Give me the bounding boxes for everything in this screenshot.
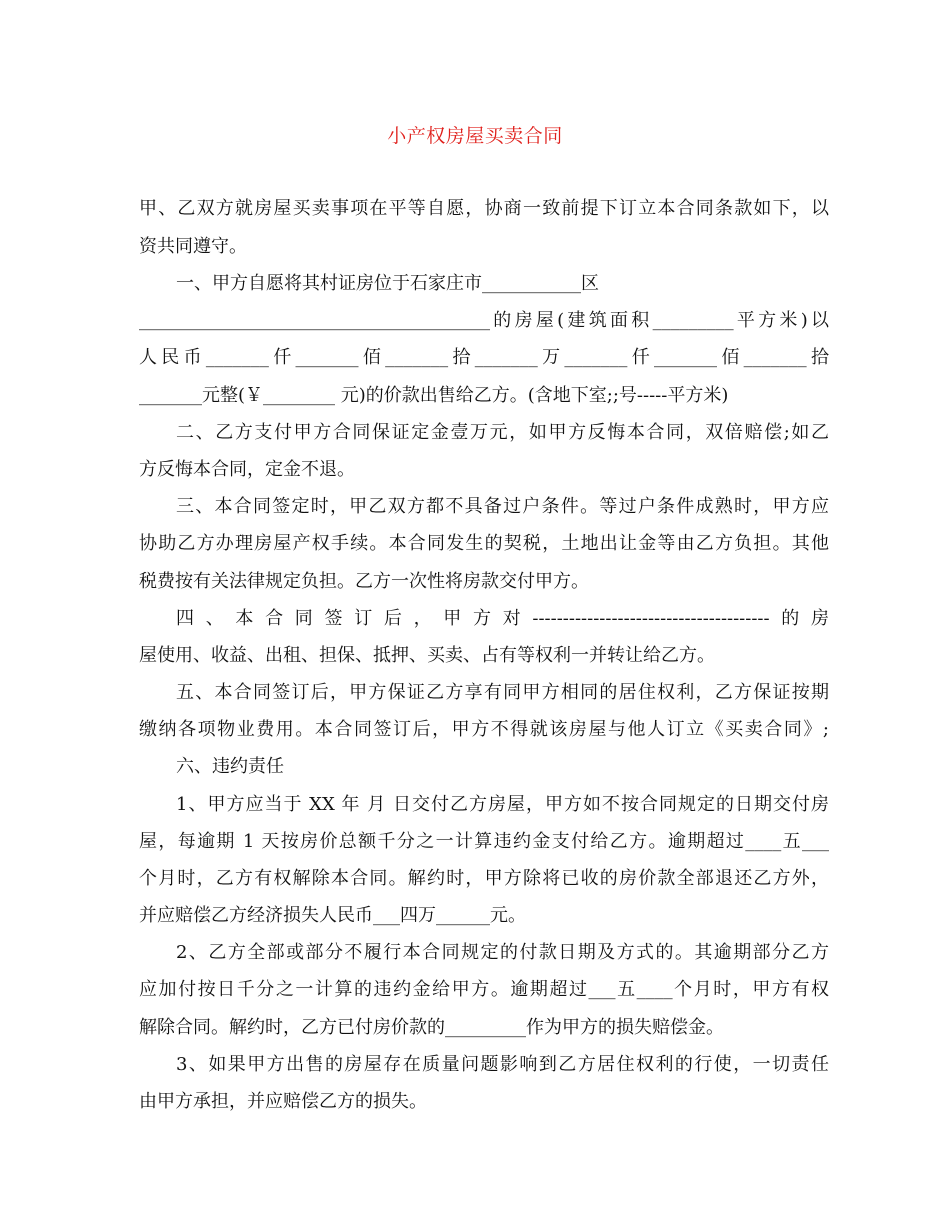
paragraph-line: 资共同遵守。 <box>139 236 247 257</box>
paragraph-line: 屋使用、收益、出租、担保、抵押、买卖、占有等权利一并转让给乙方。 <box>139 645 715 666</box>
paragraph-line: 由甲方承担，并应赔偿乙方的损失。 <box>139 1091 427 1112</box>
paragraph-line: 3、如果甲方出售的房屋存在质量问题影响到乙方居住权利的行使，一切责任 <box>176 1054 829 1075</box>
page-title: 小产权房屋买卖合同 <box>387 125 563 147</box>
paragraph-line: 三、本合同签定时，甲乙双方都不具备过户条件。等过户条件成熟时，甲方应 <box>176 496 829 517</box>
paragraph-line: 二、乙方支付甲方合同保证定金壹万元，如甲方反悔本合同，双倍赔偿;如乙 <box>176 422 829 443</box>
paragraph-line: 税费按有关法律规定负担。乙方一次性将房款交付甲方。 <box>139 571 589 592</box>
paragraph-line: 一、甲方自愿将其村证房位于石家庄市___________区 <box>176 273 599 294</box>
paragraph-line: 1、甲方应当于 XX 年 月 日交付乙方房屋，甲方如不按合同规定的日期交付房 <box>176 794 829 815</box>
paragraph-line: 甲、乙双方就房屋买卖事项在平等自愿，协商一致前提下订立本合同条款如下，以 <box>139 198 829 219</box>
paragraph-line: _______________________________________的房屋(建筑面积_________平方米)以 <box>139 310 829 331</box>
paragraph-line: 应加付按日千分之一计算的违约金给甲方。逾期超过___五____个月时，甲方有权 <box>139 979 829 1000</box>
paragraph-line: 方反悔本合同，定金不退。 <box>139 459 355 480</box>
paragraph-line: 六、违约责任 <box>176 756 284 777</box>
paragraph-line: _______元整(￥________ 元)的价款出售给乙方。(含地下室;;号-----平方米) <box>139 385 729 406</box>
paragraph-line: 五、本合同签订后，甲方保证乙方享有同甲方相同的居住权利，乙方保证按期 <box>176 682 829 703</box>
paragraph-line: 四、本合同签订后，甲方对---------------------------------------的房 <box>176 608 829 629</box>
paragraph-line: 屋，每逾期 1 天按房价总额千分之一计算违约金支付给乙方。逾期超过____五___ <box>139 831 829 852</box>
paragraph-line: 2、乙方全部或部分不履行本合同规定的付款日期及方式的。其逾期部分乙方 <box>176 942 829 963</box>
paragraph-line: 个月时，乙方有权解除本合同。解约时，甲方除将已收的房价款全部退还乙方外， <box>139 868 829 889</box>
paragraph-line: 人民币_______仟_______佰_______拾_______万_______仟_______佰_______拾 <box>139 347 829 368</box>
paragraph-line: 缴纳各项物业费用。本合同签订后，甲方不得就该房屋与他人订立《买卖合同》; <box>139 719 829 740</box>
paragraph-line: 解除合同。解约时，乙方已付房价款的_________作为甲方的损失赔偿金。 <box>139 1017 724 1038</box>
paragraph-line: 协助乙方办理房屋产权手续。本合同发生的契税，土地出让金等由乙方负担。其他 <box>139 533 829 554</box>
paragraph-line: 并应赔偿乙方经济损失人民币___四万______元。 <box>139 905 526 926</box>
